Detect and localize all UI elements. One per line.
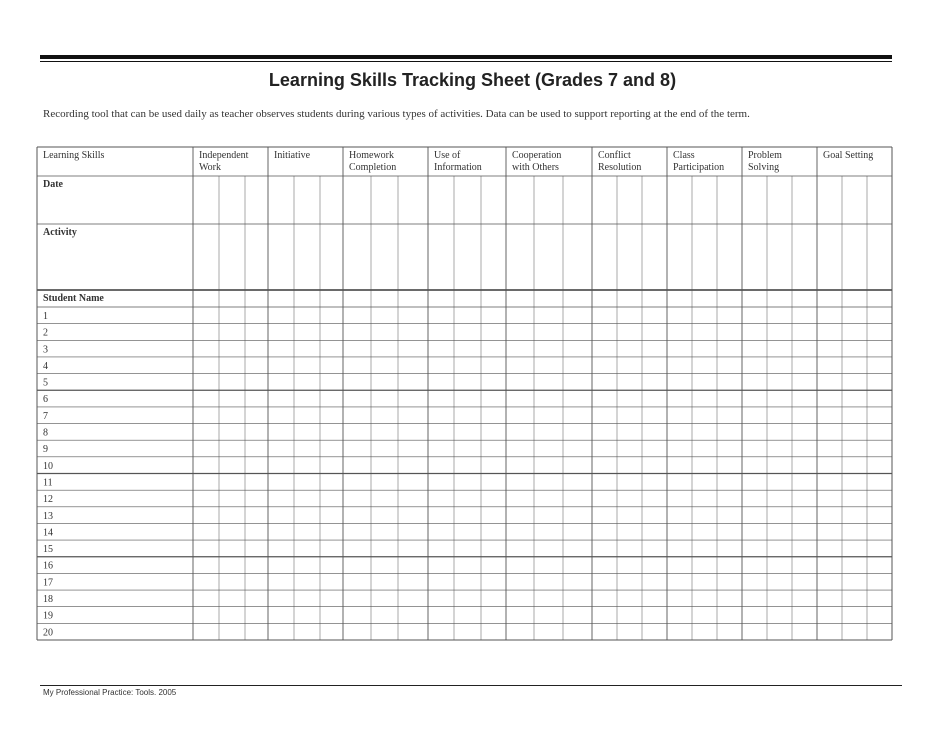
student-row-number: 7 <box>43 410 48 422</box>
skill-header-line1: Class <box>673 150 695 161</box>
skill-header-line1: Independent <box>199 150 249 161</box>
page-subtitle: Recording tool that can be used daily as teacher observes students during various types of activities. Data can be used to support reporting at the end of the term. <box>43 108 750 120</box>
skill-header-line1: Cooperation <box>512 150 562 161</box>
learning-skills-header: Learning Skills <box>43 150 105 161</box>
student-row-number: 3 <box>43 344 48 356</box>
skill-header-line2: Completion <box>349 162 397 173</box>
skill-header-line2: Participation <box>673 162 725 173</box>
skill-header-line2: Solving <box>748 162 780 173</box>
student-row-number: 1 <box>43 310 48 322</box>
student-row-number: 20 <box>43 627 53 639</box>
footer-rule <box>40 685 902 686</box>
page-title: Learning Skills Tracking Sheet (Grades 7 and 8) <box>268 70 677 90</box>
student-row-number: 8 <box>43 427 48 439</box>
date-label: Date <box>43 179 63 190</box>
student-row-number: 14 <box>43 527 53 539</box>
student-row-number: 16 <box>43 560 53 572</box>
skill-header-line2: Information <box>434 162 482 173</box>
student-row-number: 4 <box>43 360 48 372</box>
student-row-number: 19 <box>43 610 53 622</box>
student-row-number: 9 <box>43 444 48 456</box>
student-row-number: 17 <box>43 577 53 589</box>
activity-label: Activity <box>43 227 77 238</box>
skill-header-line1: Use of <box>434 150 461 161</box>
skill-header-line1: Homework <box>349 150 394 161</box>
skill-header-line2: Resolution <box>598 162 642 173</box>
student-row-number: 2 <box>43 327 48 339</box>
skill-header-line1: Conflict <box>598 150 631 161</box>
student-name-label: Student Name <box>43 293 104 304</box>
skill-header-line1: Initiative <box>274 150 311 161</box>
skill-header-line1: Problem <box>748 150 782 161</box>
student-row-number: 11 <box>43 477 53 489</box>
student-row-number: 15 <box>43 544 53 556</box>
student-row-number: 12 <box>43 494 53 506</box>
student-row-number: 5 <box>43 377 48 389</box>
student-row-number: 18 <box>43 594 53 606</box>
footer-text: My Professional Practice: Tools. 2005 <box>43 688 177 697</box>
skill-header-line2: Work <box>199 162 221 173</box>
student-row-number: 6 <box>43 394 48 406</box>
skill-header-line1: Goal Setting <box>823 150 874 161</box>
student-row-number: 10 <box>43 460 53 472</box>
skill-header-line2: with Others <box>512 162 559 173</box>
student-row-number: 13 <box>43 510 53 522</box>
